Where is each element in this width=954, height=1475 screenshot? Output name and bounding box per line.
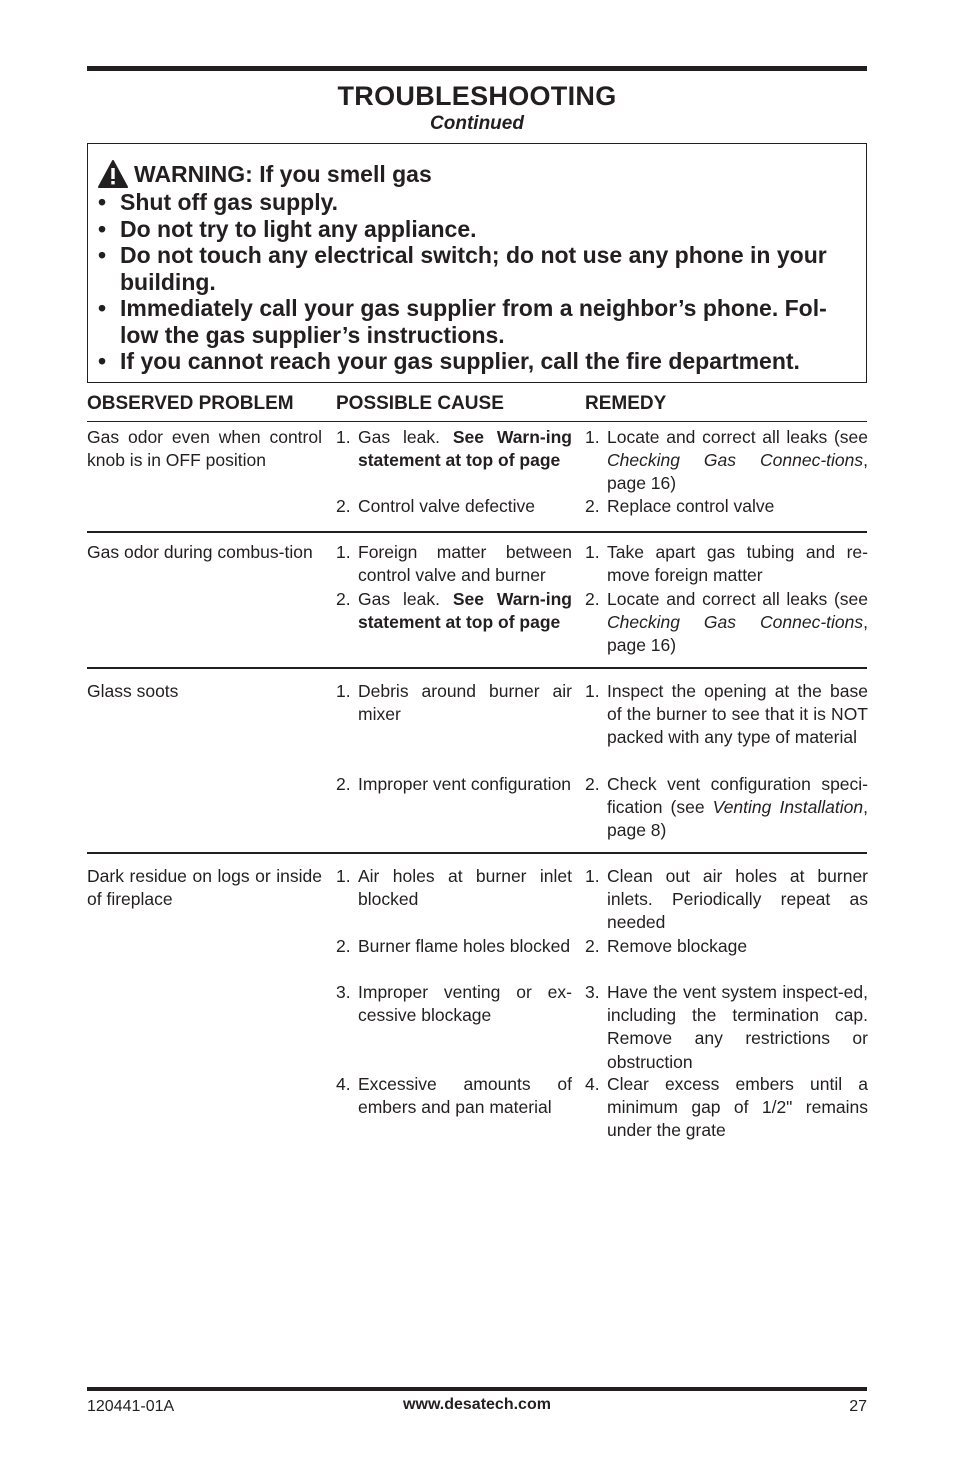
problem-cell: Glass soots (87, 681, 179, 701)
cause-item: 1. Foreign matter between control valve and burner (336, 542, 572, 586)
cause-item: 2. Gas leak. See Warn-ing statement at top of page (336, 589, 572, 633)
page-title: TROUBLESHOOTING (337, 81, 617, 111)
row-divider (87, 852, 867, 854)
remedy-item: 1. Inspect the opening at the base of the burner to see that it is NOT packed with any type of material (585, 681, 868, 748)
cause-item: 1. Debris around burner air mixer (336, 681, 572, 725)
remedy-item: 1. Take apart gas tubing and re-move foreign matter (585, 542, 868, 586)
warning-item: • Shut off gas supply. (98, 189, 339, 215)
cause-item: 1. Air holes at burner inlet blocked (336, 866, 572, 910)
remedy-item: 4. Clear excess embers until a minimum gap of 1/2" remains under the grate (585, 1074, 868, 1141)
warning-item: • Immediately call your gas supplier from a neighbor’s phone. Fol-low the gas supplier’s instructions. (98, 295, 827, 348)
warning-triangle-icon (98, 160, 128, 188)
cause-item: 2. Burner flame holes blocked (336, 936, 571, 956)
cause-item: 1. Gas leak. See Warn-ing statement at top of page (336, 427, 572, 471)
row-divider (87, 531, 867, 533)
website-link[interactable]: www.desatech.com (403, 1396, 551, 1413)
problem-cell: Gas odor even when control knob is in OFF position (87, 427, 322, 471)
column-header-remedy: REMEDY (585, 393, 667, 414)
remedy-item: 2. Locate and correct all leaks (see Checking Gas Connec-tions, page 16) (585, 589, 868, 656)
remedy-item: 1. Clean out air holes at burner inlets. Periodically repeat as needed (585, 866, 868, 933)
top-rule (87, 66, 867, 71)
warning-item: • Do not try to light any appliance. (98, 215, 477, 242)
cause-item: 2. Control valve defective (336, 496, 536, 516)
warning-item: • Do not touch any electrical switch; do not use any phone in your building. (98, 242, 827, 295)
problem-cell: Dark residue on logs or inside of fireplace (87, 866, 322, 910)
page-subtitle: Continued (430, 113, 524, 134)
warning-item: • If you cannot reach your gas supplier, call the fire department. (98, 348, 800, 374)
remedy-item: 2. Replace control valve (585, 496, 775, 516)
remedy-item: 1. Locate and correct all leaks (see Checking Gas Connec-tions, page 16) (585, 427, 868, 494)
warning-list (98, 189, 860, 375)
header-rule (87, 421, 867, 422)
warning-box (87, 143, 867, 383)
warning-heading (98, 155, 432, 193)
warning-heading-text: WARNING: If you smell gas (134, 161, 432, 187)
cause-item: 3. Improper venting or ex-cessive blockage (336, 982, 572, 1026)
remedy-item: 3. Have the vent system inspect-ed, including the termination cap. Remove any restrictions or obstruction (585, 982, 868, 1072)
document-number: 120441-01A (87, 1398, 175, 1415)
cause-item: 2. Improper vent configuration (336, 774, 572, 794)
page-number: 27 (849, 1398, 867, 1415)
row-divider (87, 667, 867, 669)
column-header-problem: OBSERVED PROBLEM (87, 393, 294, 414)
remedy-item: 2. Remove blockage (585, 936, 748, 956)
cause-item: 4. Excessive amounts of embers and pan material (336, 1074, 572, 1118)
problem-cell: Gas odor during combus-tion (87, 542, 313, 562)
footer-rule (87, 1387, 867, 1391)
remedy-item: 2. Check vent configuration speci-fication (see Venting Installation, page 8) (585, 774, 868, 841)
column-header-cause: POSSIBLE CAUSE (336, 393, 504, 414)
